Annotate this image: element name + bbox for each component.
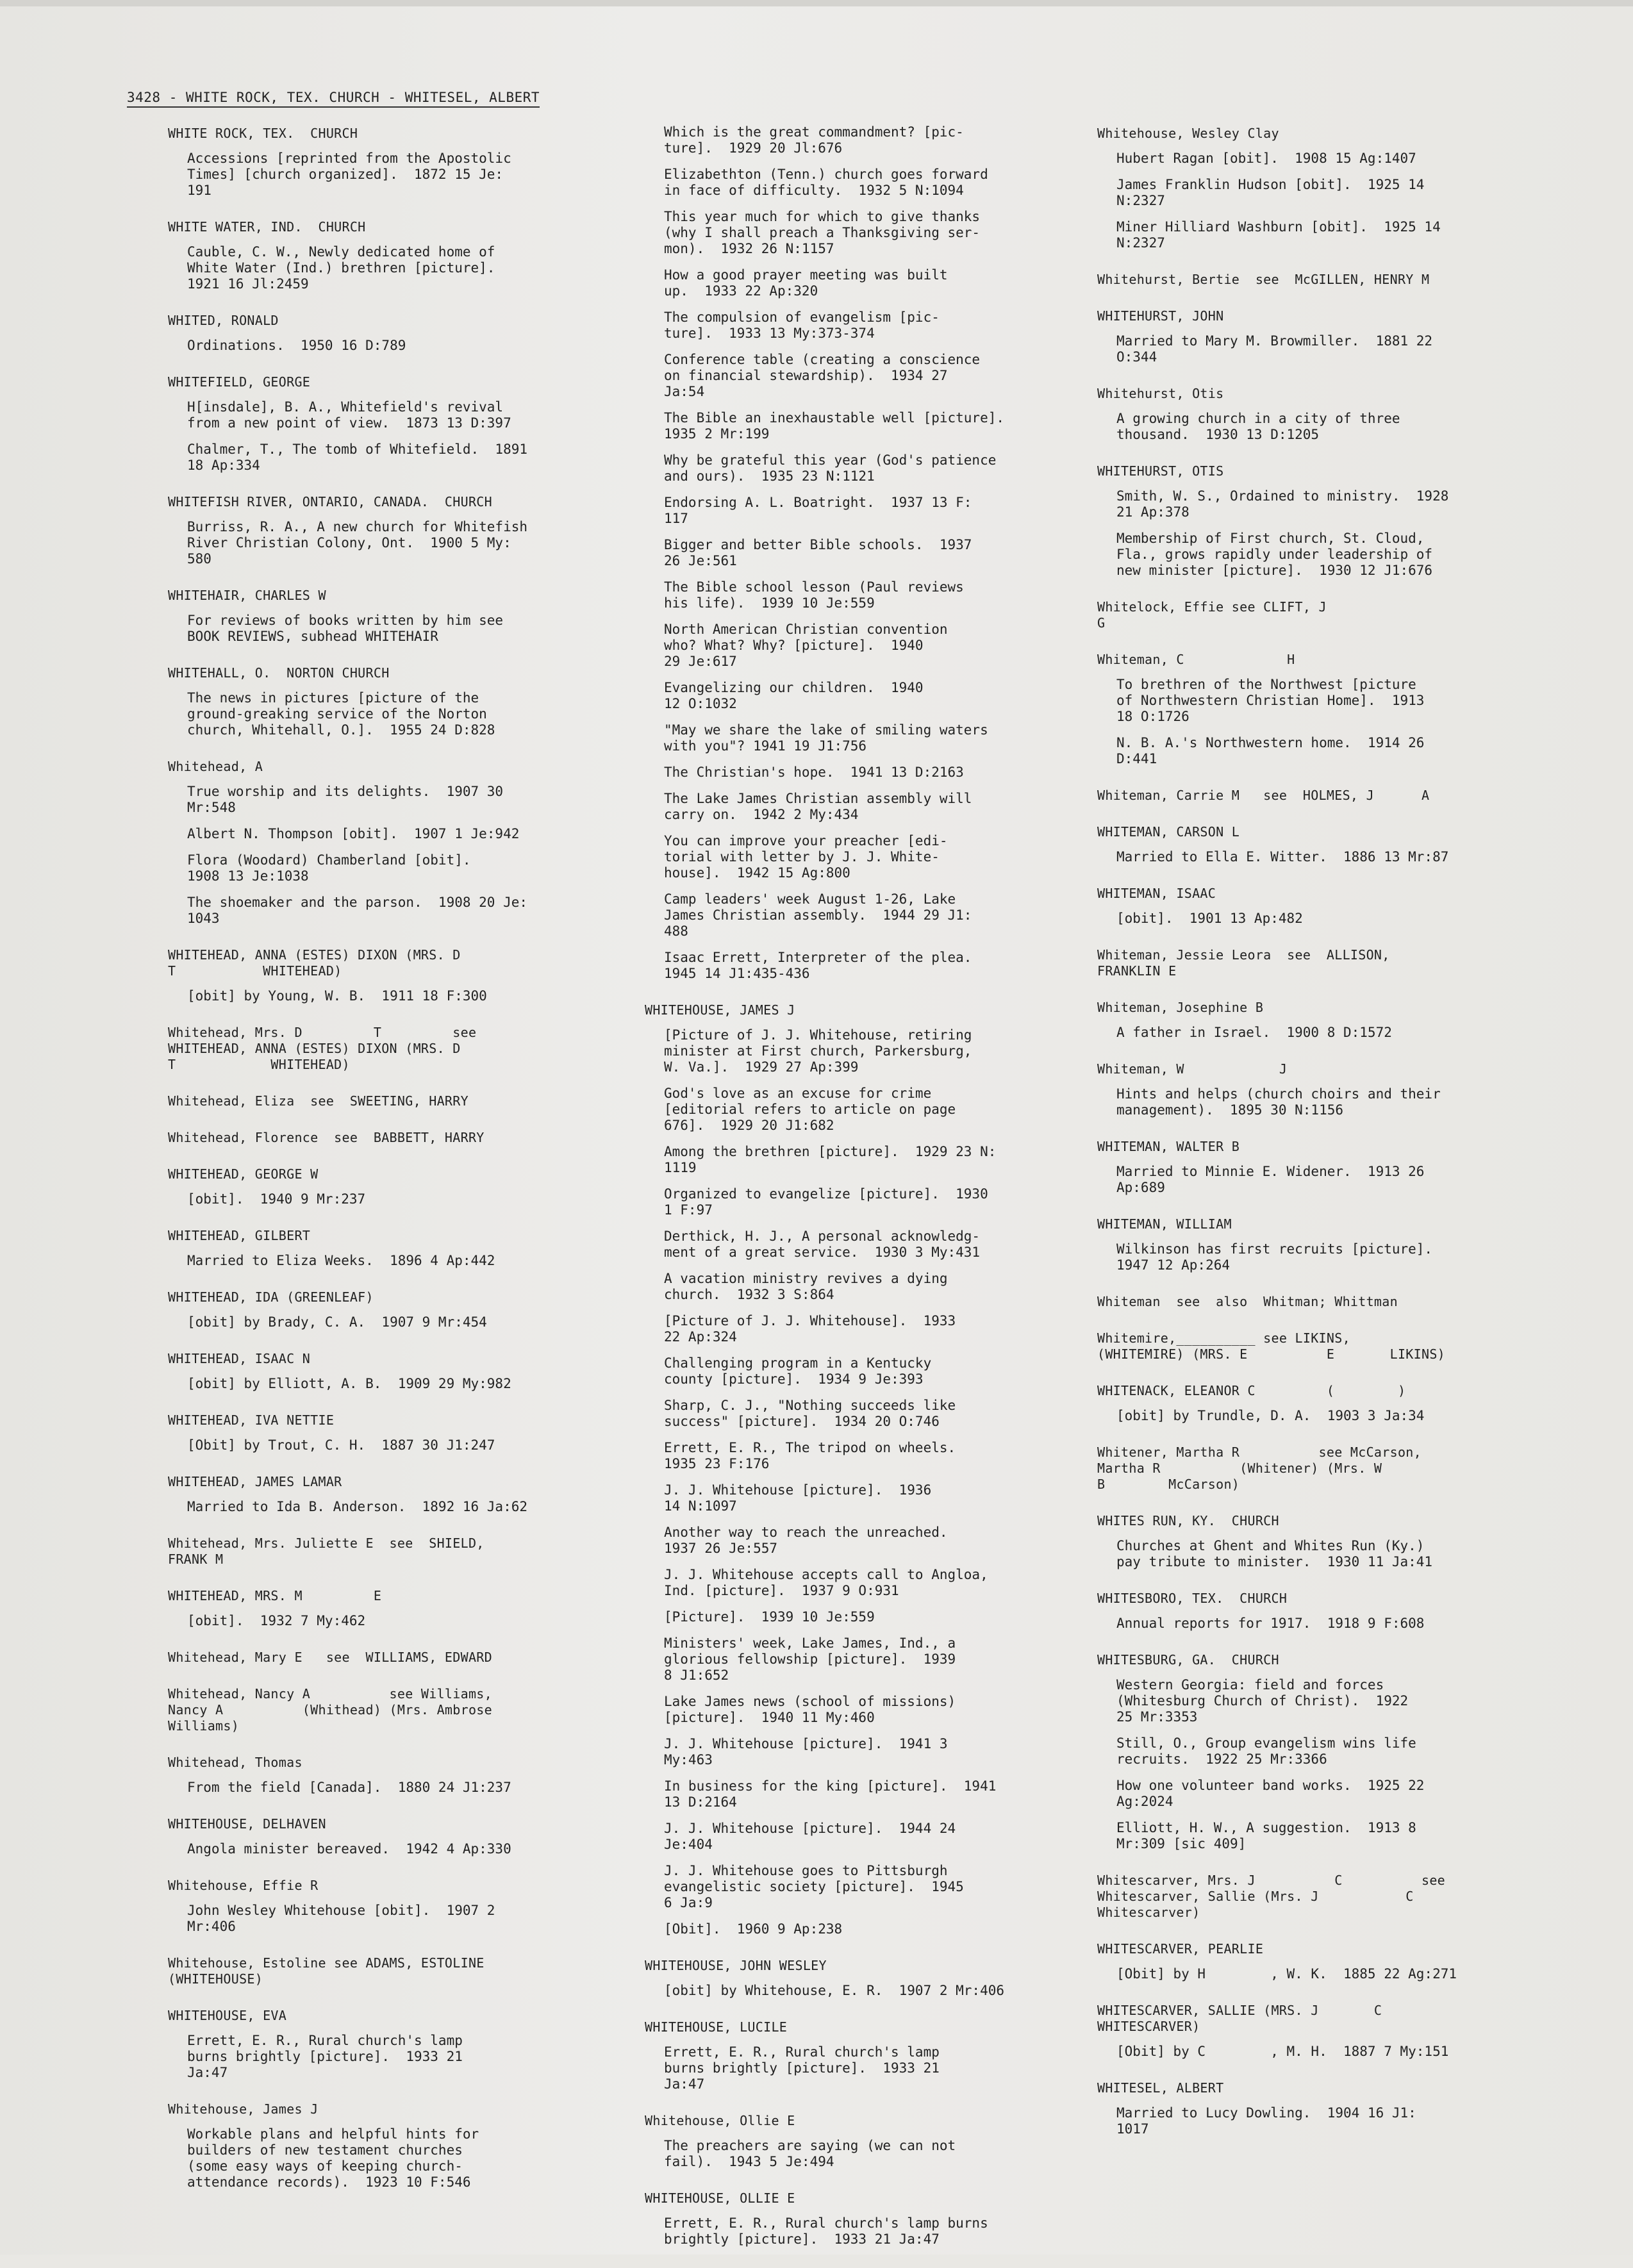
entry-heading: WHITEFISH RIVER, ONTARIO, CANADA. CHURCH	[168, 494, 492, 509]
citation: Married to Eliza Weeks. 1896 4 Ap:442	[187, 1253, 495, 1268]
entry-heading: Whitener, Martha R see McCarson, Martha R (Whitener) (Mrs. W B McCarson)	[1097, 1444, 1422, 1492]
citation: Among the brethren [picture]. 1929 23 N: 1119	[664, 1144, 997, 1175]
index-entry	[1097, 1383, 1546, 1424]
index-entry	[168, 494, 617, 567]
entry-heading: WHITEHURST, OTIS	[1097, 463, 1224, 479]
entry-heading: Whitemire,__________ see LIKINS, (WHITEMIRE) (MRS. E E LIKINS)	[1097, 1330, 1446, 1362]
citation: How a good prayer meeting was built up. 1933 22 Ap:320	[664, 267, 948, 299]
entry-heading: WHITES RUN, KY. CHURCH	[1097, 1513, 1279, 1528]
citation: Married to Ella E. Witter. 1886 13 Mr:87	[1116, 849, 1449, 865]
index-entry	[168, 2008, 617, 2081]
index-entry	[168, 1535, 617, 1568]
citation: Chalmer, T., The tomb of Whitefield. 1891 18 Ap:334	[187, 442, 528, 473]
index-entry	[1097, 1941, 1546, 1982]
index-entry	[1097, 1652, 1546, 1852]
citation: Churches at Ghent and Whites Run (Ky.) pay tribute to minister. 1930 11 Ja:41	[1116, 1538, 1433, 1569]
citation: [obit]. 1940 9 Mr:237	[187, 1191, 366, 1207]
citation: [Obit]. 1960 9 Ap:238	[664, 1921, 843, 1937]
citation: The Christian's hope. 1941 13 D:2163	[664, 765, 964, 780]
entry-heading: WHITEHOUSE, DELHAVEN	[168, 1816, 326, 1832]
entry-heading: Whiteman, C H	[1097, 652, 1295, 667]
entry-heading: WHITEHOUSE, OLLIE E	[645, 2190, 795, 2206]
entry-heading: Whitescarver, Mrs. J C see Whitescarver, Sallie (Mrs. J C Whitescarver)	[1097, 1873, 1446, 1920]
index-entry	[1097, 1216, 1546, 1273]
entry-heading: WHITEMAN, CARSON L	[1097, 824, 1240, 840]
index-entry	[1097, 652, 1546, 767]
entry-heading: Whitehead, A	[168, 759, 263, 774]
citation: J. J. Whitehouse [picture]. 1936 14 N:1097	[664, 1482, 932, 1514]
page-header: 3428 - WHITE ROCK, TEX. CHURCH - WHITESEL, ALBERT	[127, 90, 540, 108]
citation: "May we share the lake of smiling waters with you"? 1941 19 J1:756	[664, 722, 988, 754]
citation: Angola minister bereaved. 1942 4 Ap:330	[187, 1841, 511, 1857]
entry-heading: Whitehead, Nancy A see Williams, Nancy A (Whithead) (Mrs. Ambrose Williams)	[168, 1686, 492, 1734]
citation: [obit] by Trundle, D. A. 1903 3 Ja:34	[1116, 1408, 1425, 1423]
citation: The preachers are saying (we can not fail). 1943 5 Je:494	[664, 2138, 956, 2169]
index-entry	[168, 1588, 617, 1629]
citation: Ordinations. 1950 16 D:789	[187, 338, 406, 353]
index-entry	[168, 1351, 617, 1392]
column-3	[1097, 126, 1546, 2158]
index-entry	[168, 126, 617, 199]
citation: Membership of First church, St. Cloud, Fla., grows rapidly under leadership of new minister [picture]. 1930 12 J1:676	[1116, 531, 1433, 578]
citation: Albert N. Thompson [obit]. 1907 1 Je:942	[187, 826, 520, 841]
citation: True worship and its delights. 1907 30 Mr:548	[187, 784, 504, 815]
citation: Hints and helps (church choirs and their management). 1895 30 N:1156	[1116, 1086, 1441, 1118]
entry-heading: WHITESBURG, GA. CHURCH	[1097, 1652, 1279, 1668]
citation: Endorsing A. L. Boatright. 1937 13 F: 117	[664, 495, 972, 526]
entry-heading: Whitehouse, Wesley Clay	[1097, 126, 1279, 141]
entry-heading: WHITENACK, ELEANOR C ( )	[1097, 1383, 1406, 1398]
entry-heading: WHITEMAN, WILLIAM	[1097, 1216, 1232, 1232]
entry-heading: WHITEHOUSE, JAMES J	[645, 1002, 795, 1018]
entry-heading: WHITE ROCK, TEX. CHURCH	[168, 126, 358, 141]
citation: This year much for which to give thanks (why I shall preach a Thanksgiving ser- mon). 1932 26 N:1157	[664, 209, 981, 256]
entry-heading: Whitehouse, Estoline see ADAMS, ESTOLINE (WHITEHOUSE)	[168, 1955, 485, 1987]
entry-heading: WHITEHOUSE, EVA	[168, 2008, 287, 2023]
entry-heading: Whiteman, Josephine B	[1097, 1000, 1264, 1015]
citation: Married to Minnie E. Widener. 1913 26 Ap:689	[1116, 1164, 1425, 1195]
index-entry	[168, 665, 617, 738]
index-entry	[1097, 1000, 1546, 1041]
citation: From the field [Canada]. 1880 24 J1:237	[187, 1780, 511, 1795]
citation: Burriss, R. A., A new church for Whitefish River Christian Colony, Ont. 1900 5 My: 580	[187, 519, 528, 567]
index-entry	[1097, 1873, 1546, 1921]
citation: [Picture of J. J. Whitehouse]. 1933 22 Ap:324	[664, 1313, 956, 1345]
entry-heading: WHITEMAN, ISAAC	[1097, 886, 1216, 901]
entry-heading: Whitehead, Florence see BABBETT, HARRY	[168, 1130, 485, 1145]
index-entry	[1097, 1294, 1546, 1310]
scan-edge	[0, 0, 1633, 6]
citation: You can improve your preacher [edi- torial with letter by J. J. White- house]. 1942 15 Ag:800	[664, 833, 948, 881]
index-entry	[168, 1686, 617, 1734]
index-entry	[168, 1130, 617, 1146]
citation: Conference table (creating a conscience on financial stewardship). 1934 27 Ja:54	[664, 352, 981, 399]
citation: Evangelizing our children. 1940 12 O:1032	[664, 680, 924, 711]
citation: Workable plans and helpful hints for builders of new testament churches (some easy ways of keeping church- attendance records). 1923 10 F:546	[187, 2126, 479, 2190]
index-entry	[168, 2101, 617, 2190]
citation: The Bible an inexhaustable well [picture]. 1935 2 Mr:199	[664, 410, 1005, 442]
index-entry	[1097, 308, 1546, 365]
citation: Bigger and better Bible schools. 1937 26 Je:561	[664, 537, 972, 568]
index-entry	[168, 588, 617, 645]
citation: [obit]. 1932 7 My:462	[187, 1613, 366, 1628]
citation: North American Christian convention who? What? Why? [picture]. 1940 29 Je:617	[664, 622, 948, 669]
index-entry	[1097, 1061, 1546, 1118]
entry-heading: WHITEHEAD, ISAAC N	[168, 1351, 311, 1366]
index-entry	[168, 1878, 617, 1935]
citation: [obit] by Whitehouse, E. R. 1907 2 Mr:406	[664, 1983, 1005, 1998]
citation: J. J. Whitehouse [picture]. 1944 24 Je:404	[664, 1821, 956, 1852]
citation: Another way to reach the unreached. 1937 26 Je:557	[664, 1525, 948, 1556]
index-entry	[1097, 463, 1546, 579]
citation: In business for the king [picture]. 1941 13 D:2164	[664, 1778, 997, 1810]
citation: Annual reports for 1917. 1918 9 F:608	[1116, 1616, 1425, 1631]
citation: The Bible school lesson (Paul reviews his life). 1939 10 Je:559	[664, 579, 964, 611]
index-entry	[168, 1412, 617, 1453]
entry-heading: WHITED, RONALD	[168, 313, 279, 328]
citation: N. B. A.'s Northwestern home. 1914 26 D:441	[1116, 735, 1425, 766]
citation: Errett, E. R., The tripod on wheels. 1935 23 F:176	[664, 1440, 956, 1471]
entry-heading: WHITEHALL, O. NORTON CHURCH	[168, 665, 390, 681]
entry-heading: Whitehouse, Effie R	[168, 1878, 319, 1893]
entry-heading: Whitehead, Mary E see WILLIAMS, EDWARD	[168, 1650, 492, 1665]
entry-heading: WHITESEL, ALBERT	[1097, 2080, 1224, 2096]
entry-heading: WHITEHEAD, IDA (GREENLEAF)	[168, 1289, 374, 1305]
index-entry	[1097, 2080, 1546, 2137]
index-entry	[168, 1755, 617, 1796]
entry-heading: WHITEMAN, WALTER B	[1097, 1139, 1240, 1154]
citation: [obit] by Brady, C. A. 1907 9 Mr:454	[187, 1314, 487, 1330]
citation: Derthick, H. J., A personal acknowledg- ment of a great service. 1930 3 My:431	[664, 1229, 981, 1260]
citation: Married to Ida B. Anderson. 1892 16 Ja:62	[187, 1499, 528, 1514]
index-entry	[645, 1958, 1093, 1999]
citation: [Picture of J. J. Whitehouse, retiring minister at First church, Parkersburg, W. Va.]. 1929 27 Ap:399	[664, 1027, 972, 1075]
index-entry	[1097, 386, 1546, 443]
citation: James Franklin Hudson [obit]. 1925 14 N:2327	[1116, 177, 1425, 208]
citation: Sharp, C. J., "Nothing succeeds like success" [picture]. 1934 20 O:746	[664, 1398, 956, 1429]
entry-heading: WHITESCARVER, PEARLIE	[1097, 1941, 1264, 1957]
citation: Smith, W. S., Ordained to ministry. 1928 21 Ap:378	[1116, 488, 1449, 520]
citation: A father in Israel. 1900 8 D:1572	[1116, 1025, 1392, 1040]
citation: [Obit] by Trout, C. H. 1887 30 J1:247	[187, 1437, 495, 1453]
entry-heading: WHITEHOUSE, JOHN WESLEY	[645, 1958, 827, 1973]
citation: Why be grateful this year (God's patience and ours). 1935 23 N:1121	[664, 452, 997, 484]
index-entry	[645, 124, 1093, 982]
index-entry	[1097, 824, 1546, 865]
entry-heading: Whitehead, Mrs. D T see WHITEHEAD, ANNA (ESTES) DIXON (MRS. D T WHITEHEAD)	[168, 1025, 477, 1072]
index-entry	[1097, 1591, 1546, 1632]
citation: H[insdale], B. A., Whitefield's revival from a new point of view. 1873 13 D:397	[187, 399, 511, 431]
index-entry	[168, 1025, 617, 1073]
citation: To brethren of the Northwest [picture of Northwestern Christian Home]. 1913 18 O:1726	[1116, 677, 1425, 724]
entry-heading: Whitehouse, Ollie E	[645, 2113, 795, 2128]
entry-heading: WHITEHEAD, JAMES LAMAR	[168, 1474, 342, 1489]
citation: For reviews of books written by him see BOOK REVIEWS, subhead WHITEHAIR	[187, 613, 504, 644]
citation: J. J. Whitehouse accepts call to Angloa, Ind. [picture]. 1937 9 O:931	[664, 1567, 988, 1598]
entry-heading: WHITESBORO, TEX. CHURCH	[1097, 1591, 1288, 1606]
citation: Isaac Errett, Interpreter of the plea. 1945 14 J1:435-436	[664, 950, 972, 981]
citation: Lake James news (school of missions) [picture]. 1940 11 My:460	[664, 1694, 956, 1725]
citation: Elizabethton (Tenn.) church goes forward in face of difficulty. 1932 5 N:1094	[664, 167, 988, 198]
citation: Western Georgia: field and forces (Whitesburg Church of Christ). 1922 25 Mr:3353	[1116, 1677, 1409, 1725]
index-entry	[645, 2113, 1093, 2170]
index-entry	[168, 1955, 617, 1987]
citation: Errett, E. R., Rural church's lamp burns brightly [picture]. 1933 21 Ja:47	[187, 2033, 463, 2080]
citation: Organized to evangelize [picture]. 1930 1 F:97	[664, 1186, 988, 1218]
citation: J. J. Whitehouse [picture]. 1941 3 My:463	[664, 1736, 948, 1767]
index-entry	[168, 759, 617, 927]
citation: Wilkinson has first recruits [picture]. 1947 12 Ap:264	[1116, 1241, 1433, 1273]
index-entry	[168, 1650, 617, 1666]
entry-heading: Whiteman see also Whitman; Whittman	[1097, 1294, 1398, 1309]
citation: The compulsion of evangelism [pic- ture]. 1933 13 My:373-374	[664, 310, 940, 341]
index-entry	[1097, 2003, 1546, 2060]
citation: [Obit] by H , W. K. 1885 22 Ag:271	[1116, 1966, 1457, 1982]
entry-heading: WHITEHEAD, GEORGE W	[168, 1166, 319, 1182]
index-entry	[168, 1474, 617, 1515]
index-entry	[1097, 947, 1546, 979]
index-entry	[168, 1166, 617, 1207]
index-entry	[1097, 1444, 1546, 1493]
entry-heading: WHITEFIELD, GEORGE	[168, 374, 311, 390]
index-entry	[168, 1816, 617, 1857]
index-entry	[1097, 1139, 1546, 1196]
entry-heading: Whiteman, W J	[1097, 1061, 1288, 1077]
index-entry	[168, 1093, 617, 1109]
citation: Elliott, H. W., A suggestion. 1913 8 Mr:309 [sic 409]	[1116, 1820, 1416, 1851]
citation: Challenging program in a Kentucky county [picture]. 1934 9 Je:393	[664, 1355, 932, 1387]
citation: The Lake James Christian assembly will carry on. 1942 2 My:434	[664, 791, 972, 822]
entry-heading: Whitehouse, James J	[168, 2101, 319, 2117]
citation: Camp leaders' week August 1-26, Lake James Christian assembly. 1944 29 J1: 488	[664, 891, 972, 939]
entry-heading: WHITEHEAD, IVA NETTIE	[168, 1412, 335, 1428]
entry-heading: WHITEHEAD, ANNA (ESTES) DIXON (MRS. D T WHITEHEAD)	[168, 947, 461, 979]
index-entry	[168, 1228, 617, 1269]
index-entry	[645, 2019, 1093, 2092]
citation: [obit] by Young, W. B. 1911 18 F:300	[187, 988, 487, 1004]
index-entry	[1097, 886, 1546, 927]
column-2	[645, 124, 1093, 2268]
citation: J. J. Whitehouse goes to Pittsburgh evangelistic society [picture]. 1945 6 Ja:9	[664, 1863, 964, 1910]
index-entry	[1097, 126, 1546, 251]
index-entry	[1097, 1330, 1546, 1362]
citation: A vacation ministry revives a dying church. 1932 3 S:864	[664, 1271, 948, 1302]
index-entry	[645, 1002, 1093, 1937]
index-entry	[168, 1289, 617, 1330]
citation: The news in pictures [picture of the ground-greaking service of the Norton church, Whitehall, O.]. 1955 24 D:828	[187, 690, 495, 738]
entry-heading: Whitehurst, Otis	[1097, 386, 1224, 401]
entry-heading: WHITEHAIR, CHARLES W	[168, 588, 326, 603]
index-entry	[1097, 272, 1546, 288]
citation: [obit] by Elliott, A. B. 1909 29 My:982	[187, 1376, 511, 1391]
citation: Errett, E. R., Rural church's lamp burns brightly [picture]. 1933 21 Ja:47	[664, 2215, 988, 2247]
index-entry	[1097, 599, 1546, 631]
citation: Flora (Woodard) Chamberland [obit]. 1908 13 Je:1038	[187, 852, 471, 884]
citation: Cauble, C. W., Newly dedicated home of White Water (Ind.) brethren [picture]. 1921 16 Jl:2459	[187, 244, 495, 292]
entry-heading: Whitelock, Effie see CLIFT, J G	[1097, 599, 1327, 631]
citation: Which is the great commandment? [pic- ture]. 1929 20 Jl:676	[664, 124, 964, 156]
citation: Miner Hilliard Washburn [obit]. 1925 14 N:2327	[1116, 219, 1441, 251]
index-entry	[168, 947, 617, 1004]
entry-heading: Whitehead, Mrs. Juliette E see SHIELD, FRANK M	[168, 1535, 485, 1567]
entry-heading: Whitehead, Eliza see SWEETING, HARRY	[168, 1093, 468, 1109]
citation: Errett, E. R., Rural church's lamp burns brightly [picture]. 1933 21 Ja:47	[664, 2044, 940, 2092]
column-1	[168, 126, 617, 2211]
entry-heading: WHITE WATER, IND. CHURCH	[168, 219, 366, 235]
citation: Still, O., Group evangelism wins life recruits. 1922 25 Mr:3366	[1116, 1735, 1416, 1767]
citation: Ministers' week, Lake James, Ind., a glorious fellowship [picture]. 1939 8 J1:652	[664, 1635, 956, 1683]
citation: A growing church in a city of three thousand. 1930 13 D:1205	[1116, 411, 1400, 442]
citation: Married to Lucy Dowling. 1904 16 J1: 1017	[1116, 2105, 1416, 2137]
index-entry	[168, 374, 617, 474]
citation: [obit]. 1901 13 Ap:482	[1116, 911, 1303, 926]
citation: Married to Mary M. Browmiller. 1881 22 O:344	[1116, 333, 1433, 365]
index-entry	[168, 313, 617, 354]
entry-heading: WHITEHEAD, GILBERT	[168, 1228, 311, 1243]
citation: John Wesley Whitehouse [obit]. 1907 2 Mr:406	[187, 1903, 495, 1934]
citation: Hubert Ragan [obit]. 1908 15 Ag:1407	[1116, 151, 1416, 166]
entry-heading: Whitehurst, Bertie see McGILLEN, HENRY M	[1097, 272, 1430, 287]
entry-heading: WHITESCARVER, SALLIE (MRS. J C WHITESCARVER)	[1097, 2003, 1382, 2034]
citation: [Obit] by C , M. H. 1887 7 My:151	[1116, 2044, 1449, 2059]
entry-heading: WHITEHEAD, MRS. M E	[168, 1588, 382, 1603]
citation: God's love as an excuse for crime [editorial refers to article on page 676]. 1929 20 J1:682	[664, 1086, 956, 1133]
entry-heading: WHITEHURST, JOHN	[1097, 308, 1224, 324]
index-entry	[1097, 788, 1546, 804]
index-entry	[1097, 1513, 1546, 1570]
entry-heading: WHITEHOUSE, LUCILE	[645, 2019, 788, 2035]
citation: How one volunteer band works. 1925 22 Ag:2024	[1116, 1778, 1425, 1809]
entry-heading: Whitehead, Thomas	[168, 1755, 303, 1770]
citation: The shoemaker and the parson. 1908 20 Je: 1043	[187, 895, 528, 926]
entry-heading: Whiteman, Jessie Leora see ALLISON, FRANKLIN E	[1097, 947, 1390, 979]
index-entry	[645, 2190, 1093, 2247]
citation: Accessions [reprinted from the Apostolic Times] [church organized]. 1872 15 Je: 191	[187, 151, 511, 198]
citation: [Picture]. 1939 10 Je:559	[664, 1609, 875, 1625]
index-entry	[168, 219, 617, 292]
entry-heading: Whiteman, Carrie M see HOLMES, J A	[1097, 788, 1430, 803]
